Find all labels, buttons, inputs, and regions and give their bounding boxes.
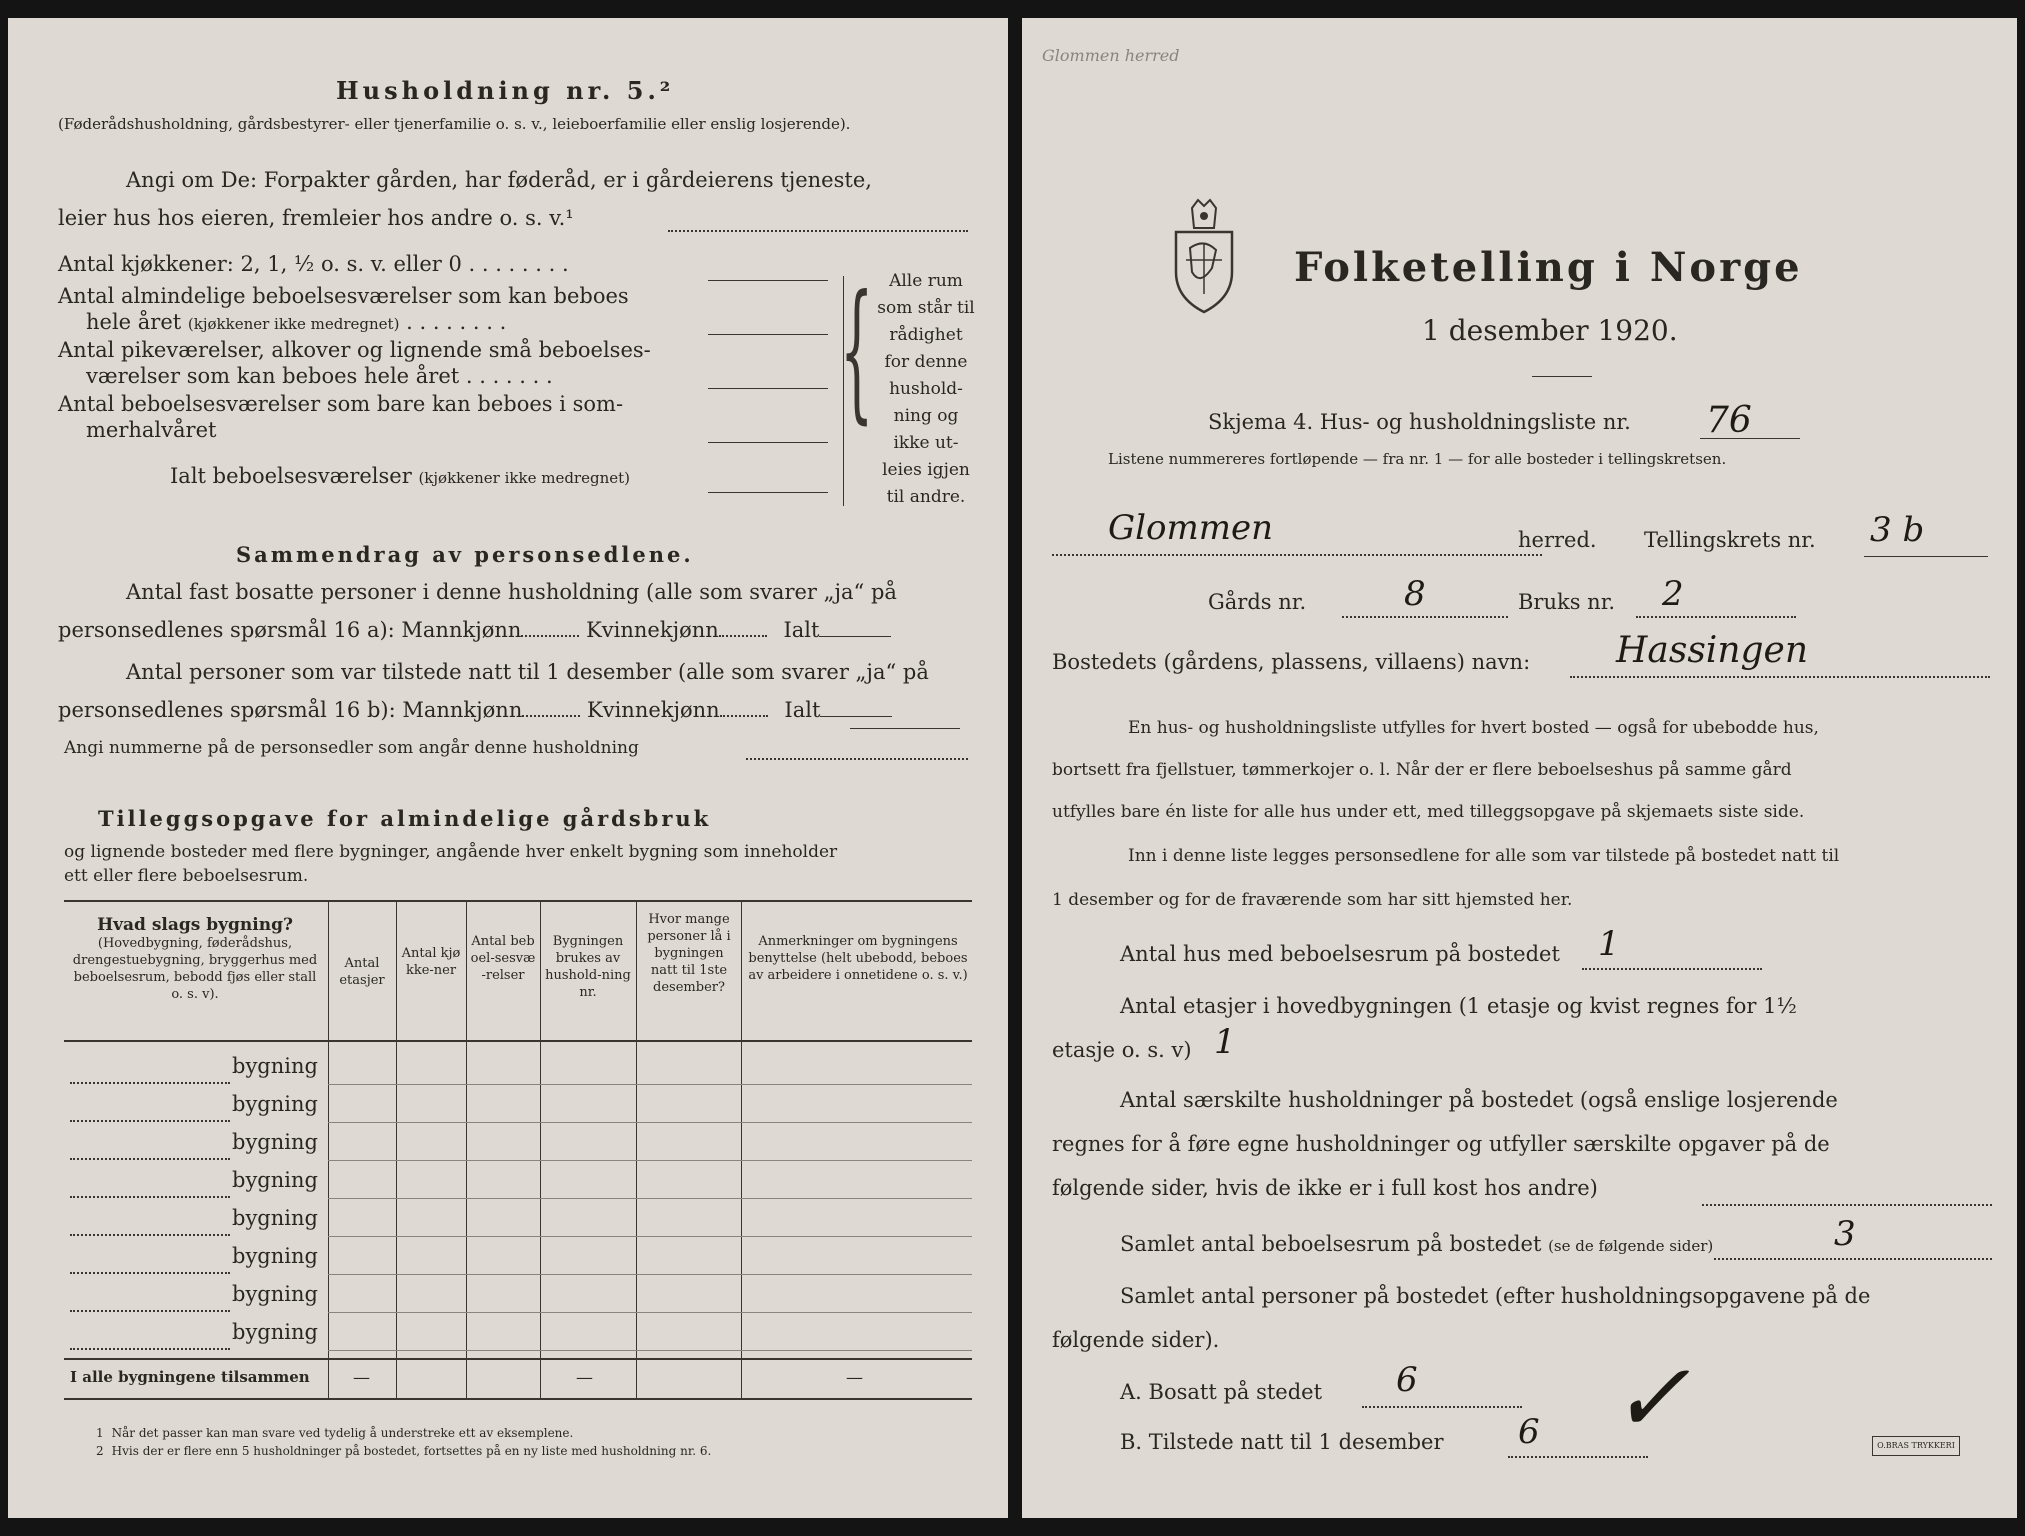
table-row [328,1084,972,1085]
herred-line [1052,554,1542,556]
building-row-label: bygning [232,1206,318,1230]
total-row-label: I alle bygningene tilsammen [70,1368,310,1386]
building-type-line[interactable] [70,1196,230,1198]
household-subtitle: (Føderådshusholdning, gårdsbestyrer- eller tjenerfamilie o. s. v., leieboerfamilie eller enslig losjerende). [58,115,851,133]
bruks-label: Bruks nr. [1518,590,1616,614]
skjema-value[interactable]: 76 [1706,400,1752,441]
bosatt-value[interactable]: 6 [1396,1360,1418,1400]
gards-value[interactable]: 8 [1404,574,1426,614]
samlet-pers-label-1: Samlet antal personer på bostedet (efter husholdningsopgavene på de [1120,1284,1871,1308]
instruction-5: 1 desember og for de fraværende som har sitt hjemsted her. [1052,890,1573,910]
summary-p2-line1: Antal personer som var tilstede natt til 1 desember (alle som svarer „ja“ på [126,660,929,684]
building-row-label: bygning [232,1282,318,1306]
etasjer-label-2: etasje o. s. v) [1052,1038,1192,1062]
hus-line [1582,968,1762,970]
main-title: Folketelling i Norge [1294,244,1803,291]
samlet-rum-line [1714,1258,1992,1260]
bosatt-line [1362,1406,1522,1408]
table-row [328,1160,972,1161]
building-type-line[interactable] [70,1272,230,1274]
kitchen-answer-line[interactable] [708,280,828,281]
building-type-line[interactable] [70,1158,230,1160]
table-row [328,1122,972,1123]
total-remarks-dash: — [846,1368,863,1388]
building-row-label: bygning [232,1244,318,1268]
building-type-line[interactable] [70,1310,230,1312]
summer-rooms-label-2: merhalvåret [86,418,217,442]
saerskilte-label-3: følgende sider, hvis de ikke er i full kost hos andre) [1052,1176,1598,1200]
summary-p2-line2: personsedlenes spørsmål 16 b): Mannkjønn Kvinnekjønn Ialt [58,698,892,722]
brace-note: Alle rum som står til rådighet for denne hushold- ning og ikke ut- leies igjen til andre. [877,271,975,507]
gards-line [1342,616,1508,618]
tilstede-value[interactable]: 6 [1518,1412,1540,1452]
table-row [328,1274,972,1275]
printer-stamp: O.BRAS TRYKKERI [1872,1436,1960,1456]
angi-line-1: Angi om De: Forpakter gården, har føderåd, er i gårdeierens tjeneste, [126,168,872,192]
saerskilte-label-1: Antal særskilte husholdninger på bostedet (også enslige losjerende [1120,1088,1838,1112]
building-row-label: bygning [232,1320,318,1344]
tellingskrets-value[interactable]: 3 b [1870,510,1925,550]
small-rooms-label: Antal pikeværelser, alkover og lignende små beboelses- [58,338,651,362]
building-row-label: bygning [232,1130,318,1154]
tilstede-line [1508,1456,1648,1458]
saerskilte-label-2: regnes for å føre egne husholdninger og utfyller særskilte opgaver på de [1052,1132,1830,1156]
left-page [8,18,1008,1518]
brace: { [840,264,874,438]
tellingskrets-label: Tellingskrets nr. [1644,528,1816,552]
samlet-rum-value[interactable]: 3 [1834,1214,1856,1254]
total-household-dash: — [576,1368,593,1388]
tillegg-sub-2: ett eller flere beboelsesrum. [64,866,309,886]
bruks-value[interactable]: 2 [1662,574,1684,614]
tillegg-sub-1: og lignende bosteder med flere bygninger, angående hver enkelt bygning som inneholder [64,842,838,862]
col-persons: Hvor mange personer lå i bygningen natt til 1ste desember? [647,912,731,995]
pencil-note: Glommen herred [1042,46,1180,65]
total-floors-dash: — [353,1368,370,1388]
bruks-line [1636,616,1796,618]
summer-rooms-answer-line[interactable] [708,442,828,443]
gards-label: Gårds nr. [1208,590,1307,614]
small-rooms-label-2: værelser som kan beboes hele året . . . . . . . [86,364,553,388]
samlet-pers-label-2: følgende sider). [1052,1328,1220,1352]
angi-answer-line[interactable] [668,230,968,232]
building-type-line[interactable] [70,1120,230,1122]
small-rooms-answer-line[interactable] [708,388,828,389]
summary-p1-line1: Antal fast bosatte personer i denne husholdning (alle som svarer „ja“ på [126,580,897,604]
rooms-year-label: Antal almindelige beboelsesværelser som kan beboes [58,284,629,308]
bosted-line [1570,676,1990,678]
saerskilte-line [1702,1204,1992,1206]
instruction-1: En hus- og husholdningsliste utfylles for hvert bosted — også for ubebodde hus, [1128,718,1819,738]
checkmark-icon: ✓ [1610,1342,1691,1454]
col-building-type: Hvad slags bygning? (Hovedbygning, føderådshus, drengestuebygning, bryggerhus med beboelsesrum, bebodd fjøs eller stall o. s. v). [72,915,318,1002]
summer-rooms-label: Antal beboelsesværelser som bare kan beboes i som- [58,392,624,416]
building-row-label: bygning [232,1054,318,1078]
instruction-2: bortsett fra fjellstuer, tømmerkojer o. l. Når der er flere beboelseshus på samme gård [1052,760,1792,780]
title-divider [1532,376,1592,377]
bosted-value[interactable]: Hassingen [1616,630,1809,671]
angi-nummerne-label: Angi nummerne på de personsedler som angår denne husholdning [64,738,639,758]
table-row [328,1350,972,1351]
hus-value[interactable]: 1 [1598,924,1620,964]
col-remarks: Anmerkninger om bygningens benyttelse (helt ubebodd, beboes av arbeidere i onnetidene o. s. v.) [748,934,968,983]
herred-label: herred. [1518,528,1597,552]
table-row [328,1236,972,1237]
rooms-year-label-2: hele året (kjøkkener ikke medregnet) . . . . . . . . [86,310,507,334]
col-kitchens: Antal kjøkke-ner [401,946,461,978]
summary-p1-line2: personsedlenes spørsmål 16 a): Mannkjønn Kvinnekjønn Ialt [58,618,891,642]
building-type-line[interactable] [70,1234,230,1236]
bosatt-label: A. Bosatt på stedet [1120,1380,1323,1404]
household-title: Husholdning nr. 5.² [336,76,675,105]
col-household-no: Bygningen brukes av hushold-ning nr. [545,934,631,1000]
right-page [1022,18,2017,1518]
total-rooms-label: Ialt beboelsesværelser (kjøkkener ikke medregnet) [170,464,630,488]
total-rooms-answer-line[interactable] [708,492,828,493]
census-date: 1 desember 1920. [1422,314,1678,347]
ialt-underline [850,728,960,729]
col-rooms: Antal beboel-sesvæ-relser [470,934,536,983]
instruction-3: utfylles bare én liste for alle hus under ett, med tilleggsopgave på skjemaets siste side. [1052,802,1805,822]
building-row-label: bygning [232,1092,318,1116]
footnote-1: 1 Når det passer kan man svare ved tydelig å understreke ett av eksemplene. [96,1426,574,1440]
samlet-rum-label: Samlet antal beboelsesrum på bostedet (se de følgende sider) [1120,1232,1714,1256]
rooms-year-answer-line[interactable] [708,334,828,335]
etasjer-value[interactable]: 1 [1214,1022,1236,1062]
col-floors: Antal etasjer [339,956,385,988]
tilstede-label: B. Tilstede natt til 1 desember [1120,1430,1444,1454]
building-type-line[interactable] [70,1348,230,1350]
coat-of-arms-icon [1170,198,1238,314]
angi-line-2: leier hus hos eieren, fremleier hos andre o. s. v.¹ [58,206,574,230]
bosted-label: Bostedets (gårdens, plassens, villaens) navn: [1052,650,1531,674]
listene-note: Listene nummereres fortløpende — fra nr. 1 — for alle bosteder i tellingskretsen. [1108,450,1727,468]
skjema-label: Skjema 4. Hus- og husholdningsliste nr. [1208,410,1631,434]
instruction-4: Inn i denne liste legges personsedlene for alle som var tilstede på bostedet natt til [1128,846,1840,866]
summary-title: Sammendrag av personsedlene. [236,542,694,567]
tillegg-title: Tilleggsopgave for almindelige gårdsbruk [98,806,712,831]
footnote-2: 2 Hvis der er flere enn 5 husholdninger på bostedet, fortsettes på en ny liste med husholdning nr. 6. [96,1444,712,1458]
herred-value[interactable]: Glommen [1108,508,1274,548]
building-row-label: bygning [232,1168,318,1192]
table-row [328,1312,972,1313]
building-type-line[interactable] [70,1082,230,1084]
tellingskrets-line [1864,556,1988,557]
table-row [328,1198,972,1199]
kitchen-count-label: Antal kjøkkener: 2, 1, ½ o. s. v. eller 0 . . . . . . . . [58,252,569,276]
etasjer-label-1: Antal etasjer i hovedbygningen (1 etasje og kvist regnes for 1½ [1120,994,1797,1018]
angi-nummerne-line[interactable] [746,758,968,760]
hus-label: Antal hus med beboelsesrum på bostedet [1120,942,1560,966]
